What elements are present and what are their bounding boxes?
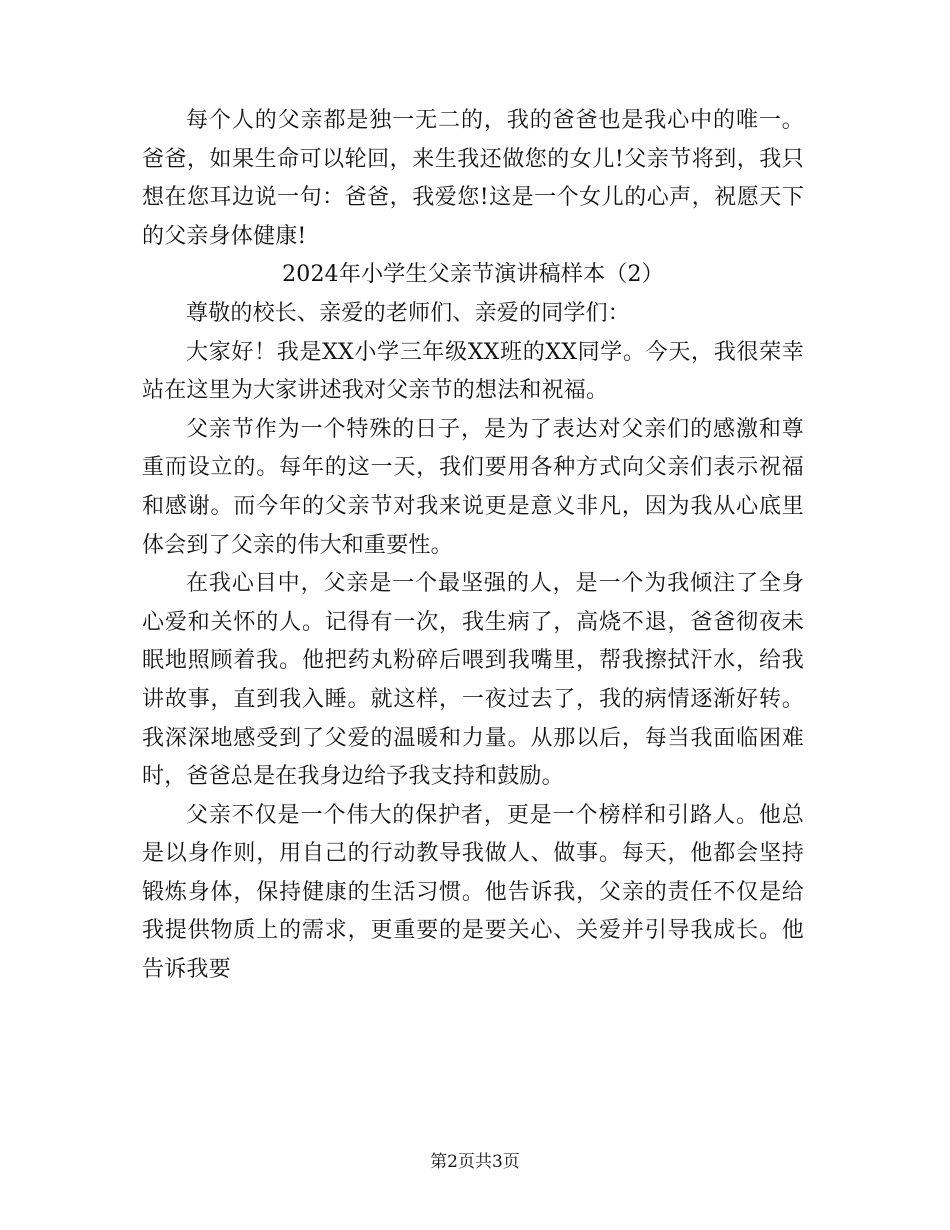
document-body — [142, 102, 804, 990]
paragraph-fathers-day: 父亲节作为一个特殊的日子，是为了表达对父亲们的感激和尊重而设立的。每年的这一天，我们要用各种方式向父亲们表示祝福和感谢。而今年的父亲节对我来说更是意义非凡，因为我从心底里体会到了父亲的伟大和重要性。 — [142, 416, 804, 558]
paragraph-closing: 每个人的父亲都是独一无二的，我的爸爸也是我心中的唯一。爸爸，如果生命可以轮回，来生我还做您的女儿!父亲节将到，我只想在您耳边说一句：爸爸，我爱您!这是一个女儿的心声，祝愿天下的父亲身体健康! — [142, 108, 804, 249]
paragraph-role-model: 父亲不仅是一个伟大的保护者，更是一个榜样和引路人。他总是以身作则，用自己的行动教导我做人、做事。每天，他都会坚持锻炼身体，保持健康的生活习惯。他告诉我，父亲的责任不仅是给我提供物质上的需求，更重要的是要关心、关爱并引导我成长。他告诉我要 — [142, 802, 804, 983]
paragraph-salutation: 尊敬的校长、亲爱的老师们、亲爱的同学们： — [186, 300, 631, 326]
paragraph-memory: 在我心目中，父亲是一个最坚强的人，是一个为我倾注了全身心爱和关怀的人。记得有一次，我生病了，高烧不退，爸爸彻夜未眠地照顾着我。他把药丸粉碎后喂到我嘴里，帮我擦拭汗水，给我讲故事，直到我入睡。就这样，一夜过去了，我的病情逐渐好转。我深深地感受到了父爱的温暖和力量。从那以后，每当我面临困难时，爸爸总是在我身边给予我支持和鼓励。 — [142, 571, 804, 790]
paragraph-greeting: 大家好！我是XX小学三年级XX班的XX同学。今天，我很荣幸站在这里为大家讲述我对父亲节的想法和祝福。 — [142, 339, 804, 404]
section-heading: 2024年小学生父亲节演讲稿样本（2） — [282, 262, 664, 288]
page-footer: 第2页共3页 — [430, 1152, 520, 1172]
